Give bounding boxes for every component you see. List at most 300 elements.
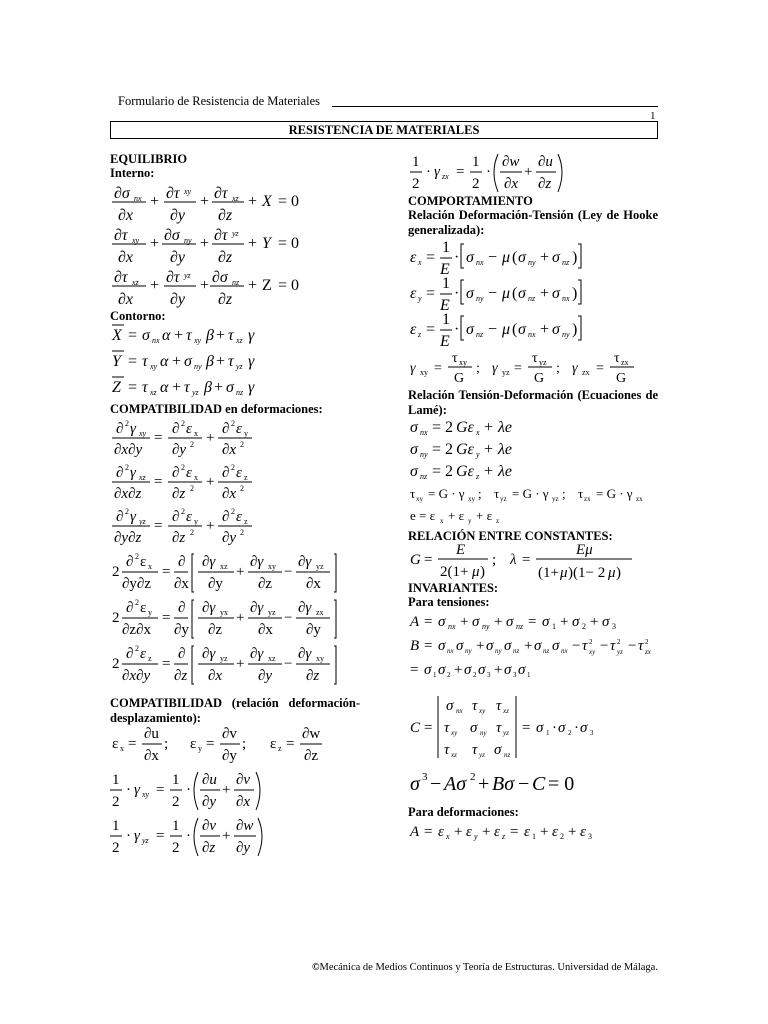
svg-text:σ: σ xyxy=(438,638,446,654)
svg-text:xz: xz xyxy=(268,654,276,663)
svg-text:·: · xyxy=(454,249,460,266)
svg-text:∂x: ∂x xyxy=(236,794,251,810)
svg-text:λe: λe xyxy=(498,463,513,480)
heading-equilibrio: EQUILIBRIO xyxy=(110,152,188,166)
svg-text:+: + xyxy=(222,828,231,844)
svg-text:= 0: = 0 xyxy=(278,277,300,294)
svg-text:σ: σ xyxy=(552,321,560,338)
svg-text:1: 1 xyxy=(112,772,120,788)
boundary-equations xyxy=(110,322,360,400)
svg-text:+: + xyxy=(524,164,533,180)
svg-text:∂: ∂ xyxy=(178,600,186,616)
svg-text:−: − xyxy=(488,249,498,266)
svg-text:ε: ε xyxy=(410,285,417,302)
svg-text:ε: ε xyxy=(494,824,500,840)
heading-invariantes: INVARIANTES: xyxy=(408,581,499,595)
svg-text:ε: ε xyxy=(552,824,558,840)
heading-para-deformaciones: Para deformaciones: xyxy=(408,805,519,819)
svg-text:zx: zx xyxy=(636,495,643,503)
svg-text:∂: ∂ xyxy=(172,421,180,437)
svg-text:z: z xyxy=(148,654,152,663)
svg-text:z: z xyxy=(476,472,480,481)
svg-text:y: y xyxy=(148,608,152,617)
svg-text:σ: σ xyxy=(466,321,474,338)
svg-text:2: 2 xyxy=(125,463,129,472)
svg-text:2: 2 xyxy=(568,729,572,737)
svg-text:β: β xyxy=(206,327,214,344)
svg-text:σ: σ xyxy=(518,249,526,266)
svg-text:= 2: = 2 xyxy=(432,441,454,458)
svg-text:3: 3 xyxy=(612,622,616,631)
svg-text:+: + xyxy=(524,638,533,654)
header-rule xyxy=(332,106,658,107)
svg-text:2: 2 xyxy=(589,638,593,646)
svg-text:Eμ: Eμ xyxy=(576,542,593,558)
svg-text:X: X xyxy=(112,327,122,344)
footer xyxy=(312,962,658,973)
svg-text:y: y xyxy=(468,517,472,525)
svg-text:ε: ε xyxy=(524,824,530,840)
svg-text:nz: nz xyxy=(516,622,524,631)
svg-text:2: 2 xyxy=(135,644,139,653)
svg-text:−: − xyxy=(628,638,637,654)
svg-text:ε: ε xyxy=(580,824,586,840)
svg-text:1: 1 xyxy=(532,832,536,841)
svg-text:γ: γ xyxy=(434,164,440,180)
svg-text:γ: γ xyxy=(410,361,416,376)
svg-text:γ: γ xyxy=(572,361,578,376)
svg-text:yz: yz xyxy=(617,648,623,656)
svg-text:σ: σ xyxy=(456,638,464,654)
svg-text:2: 2 xyxy=(645,638,649,646)
svg-text:nx: nx xyxy=(562,294,570,303)
svg-text:2: 2 xyxy=(472,176,480,192)
svg-text:∂z: ∂z xyxy=(258,576,273,592)
svg-text:=: = xyxy=(434,361,442,376)
svg-text:λe: λe xyxy=(498,419,513,436)
svg-text:nx: nx xyxy=(561,647,568,655)
svg-text:σ: σ xyxy=(472,614,480,630)
svg-text:σ: σ xyxy=(438,614,446,630)
svg-text:∂y: ∂y xyxy=(222,748,237,764)
svg-text:=: = xyxy=(286,736,295,752)
svg-text:σ: σ xyxy=(142,327,150,344)
svg-text:∂σ: ∂σ xyxy=(212,269,228,286)
svg-text:−: − xyxy=(572,638,581,654)
svg-text:∂u: ∂u xyxy=(538,154,553,170)
svg-text:1: 1 xyxy=(442,239,450,256)
svg-text:ε: ε xyxy=(270,736,277,752)
svg-text:y: y xyxy=(194,517,198,526)
svg-text:2: 2 xyxy=(231,463,235,472)
svg-text:;: ; xyxy=(556,361,560,376)
svg-text:1: 1 xyxy=(172,772,180,788)
svg-text:2: 2 xyxy=(231,507,235,516)
svg-text:∂w: ∂w xyxy=(502,154,520,170)
svg-text:∂x: ∂x xyxy=(118,291,134,308)
svg-text:z: z xyxy=(418,330,422,339)
copyright-icon: © xyxy=(312,962,320,973)
svg-text:1: 1 xyxy=(412,154,420,170)
svg-text:+: + xyxy=(590,614,599,630)
svg-text:nz: nz xyxy=(476,330,484,339)
svg-text:2: 2 xyxy=(112,610,120,626)
svg-text:∂x: ∂x xyxy=(208,668,223,684)
svg-text:ε: ε xyxy=(112,736,119,752)
svg-text:σ: σ xyxy=(518,662,526,678)
svg-text:∂z: ∂z xyxy=(174,668,188,684)
svg-text:ε: ε xyxy=(410,249,417,266)
svg-text:τ: τ xyxy=(494,486,500,501)
svg-text:+: + xyxy=(150,235,160,252)
svg-text:∂v: ∂v xyxy=(222,726,237,742)
svg-text:yz: yz xyxy=(139,517,146,526)
svg-text:∂γ: ∂γ xyxy=(298,646,312,662)
svg-text:Gε: Gε xyxy=(456,419,474,436)
svg-text:xy: xy xyxy=(194,336,202,345)
heading-constantes: RELACIÓN ENTRE CONSTANTES: xyxy=(408,529,613,543)
svg-text:∂: ∂ xyxy=(116,509,124,525)
svg-text:∂x: ∂x xyxy=(144,748,159,764)
svg-text:γ: γ xyxy=(134,828,140,844)
svg-text:+ ε: + ε xyxy=(476,508,493,523)
svg-text:1: 1 xyxy=(172,818,180,834)
svg-text:yz: yz xyxy=(236,362,243,371)
svg-text:=: = xyxy=(206,736,215,752)
svg-text:xy: xy xyxy=(139,429,147,438)
svg-text:nz: nz xyxy=(562,258,570,267)
equilibrium-equations xyxy=(108,180,368,310)
document-header: Formulario de Resistencia de Materiales xyxy=(118,94,321,108)
svg-text:γ: γ xyxy=(130,465,136,481)
svg-text:∂x: ∂x xyxy=(258,622,273,638)
svg-text:∂u: ∂u xyxy=(202,772,217,788)
svg-text:=: = xyxy=(154,474,163,490)
svg-text:e = ε: e = ε xyxy=(410,508,436,523)
svg-text:ε: ε xyxy=(186,421,192,437)
svg-text:μ: μ xyxy=(608,565,616,581)
svg-text:σ: σ xyxy=(446,698,454,714)
svg-text:2: 2 xyxy=(135,552,139,561)
svg-text:σ: σ xyxy=(506,614,514,630)
svg-text:y: y xyxy=(418,294,422,303)
svg-text:ny: ny xyxy=(495,647,502,655)
svg-text:∂: ∂ xyxy=(116,465,124,481)
svg-text:ε: ε xyxy=(466,824,472,840)
svg-text:σ: σ xyxy=(518,321,526,338)
svg-text:∂u: ∂u xyxy=(144,726,159,742)
heading-lame: Relación Tensión-Deformación (Ecuaciones de Lamé): xyxy=(408,388,658,417)
svg-text:Gε: Gε xyxy=(456,463,474,480)
svg-text:σ: σ xyxy=(464,662,472,678)
constants-equations xyxy=(406,540,658,582)
svg-text:∂γ: ∂γ xyxy=(298,554,312,570)
svg-text:z: z xyxy=(244,473,248,482)
svg-text:σ: σ xyxy=(494,742,502,758)
svg-text:τ: τ xyxy=(184,379,190,396)
svg-text:τ: τ xyxy=(444,742,450,758)
svg-text:yz: yz xyxy=(192,388,199,397)
svg-text:∂y: ∂y xyxy=(236,840,251,856)
svg-text:;: ; xyxy=(492,552,497,568)
svg-text:∂w: ∂w xyxy=(236,818,254,834)
svg-text:ε: ε xyxy=(410,321,417,338)
svg-text:λe: λe xyxy=(498,441,513,458)
svg-text:+: + xyxy=(200,235,210,252)
svg-text:∂γ: ∂γ xyxy=(202,646,216,662)
svg-text:∂x: ∂x xyxy=(118,249,134,266)
svg-text:+: + xyxy=(494,662,503,678)
svg-text:1: 1 xyxy=(442,275,450,292)
svg-text:ny: ny xyxy=(528,258,536,267)
svg-text:∂y: ∂y xyxy=(258,668,273,684)
svg-text:σ: σ xyxy=(552,249,560,266)
svg-text:2(1+: 2(1+ xyxy=(440,564,469,580)
svg-text:yz: yz xyxy=(500,495,507,503)
svg-text:+: + xyxy=(174,327,184,344)
svg-text:−: − xyxy=(430,773,442,795)
svg-text:= 0: = 0 xyxy=(278,193,300,210)
svg-text:yz: yz xyxy=(142,836,149,845)
svg-text:∂: ∂ xyxy=(172,509,180,525)
svg-text:;: ; xyxy=(164,736,169,752)
svg-text:= 0: = 0 xyxy=(548,773,575,795)
svg-text:ε: ε xyxy=(186,465,192,481)
svg-text:∂z: ∂z xyxy=(218,291,233,308)
svg-text:2: 2 xyxy=(112,656,120,672)
svg-text:z: z xyxy=(502,832,506,841)
svg-text:yz: yz xyxy=(316,562,324,571)
svg-text:∂x∂y: ∂x∂y xyxy=(114,442,143,458)
svg-text:∂γ: ∂γ xyxy=(250,600,264,616)
svg-text:σ: σ xyxy=(478,662,486,678)
svg-text:nx: nx xyxy=(447,647,454,655)
svg-text:=: = xyxy=(510,824,519,840)
svg-text:∂z: ∂z xyxy=(172,486,186,502)
svg-text:σ: σ xyxy=(486,638,494,654)
svg-text:xy: xy xyxy=(459,358,467,367)
svg-text:xy: xy xyxy=(420,368,428,377)
svg-text:): ) xyxy=(572,285,578,302)
svg-text:γ: γ xyxy=(130,421,136,437)
svg-text:z: z xyxy=(278,744,282,753)
strain-displacement-equations xyxy=(110,722,360,862)
svg-text:τ: τ xyxy=(582,638,588,654)
svg-text:+: + xyxy=(236,564,245,580)
svg-text:ny: ny xyxy=(480,729,487,737)
svg-text:B: B xyxy=(410,638,420,654)
svg-text:+: + xyxy=(248,193,258,210)
svg-text:·: · xyxy=(454,321,460,338)
svg-text:nz: nz xyxy=(528,294,536,303)
svg-text:x: x xyxy=(148,562,152,571)
svg-text:σ: σ xyxy=(466,249,474,266)
svg-text:)(1− 2: )(1− 2 xyxy=(568,565,606,581)
svg-text:τ: τ xyxy=(638,638,644,654)
svg-text:nx: nx xyxy=(420,428,428,437)
svg-text:∂z: ∂z xyxy=(202,840,216,856)
svg-text:;: ; xyxy=(476,361,480,376)
svg-text:ny: ny xyxy=(420,450,428,459)
svg-text:x: x xyxy=(120,744,124,753)
svg-text:∂γ: ∂γ xyxy=(250,554,264,570)
svg-text:nx: nx xyxy=(456,707,463,715)
svg-text:=: = xyxy=(156,782,165,798)
svg-text:σ: σ xyxy=(504,662,512,678)
lame-equations xyxy=(406,414,658,526)
svg-text:=: = xyxy=(426,285,436,302)
svg-text:∂y: ∂y xyxy=(202,794,217,810)
svg-text:xz: xz xyxy=(220,562,228,571)
heading-comportamiento: COMPORTAMIENTO xyxy=(408,194,533,208)
svg-text:2: 2 xyxy=(412,176,420,192)
svg-text:σ: σ xyxy=(410,419,418,436)
svg-text:=: = xyxy=(456,164,465,180)
svg-text:τ: τ xyxy=(496,698,502,714)
heading-contorno: Contorno: xyxy=(110,309,166,323)
svg-text:∂: ∂ xyxy=(126,646,134,662)
svg-text:=: = xyxy=(424,720,433,736)
svg-text:2: 2 xyxy=(240,528,244,537)
svg-text:): ) xyxy=(572,249,578,266)
svg-text:∂τ: ∂τ xyxy=(166,269,180,286)
svg-text:·: · xyxy=(126,828,131,844)
svg-text:): ) xyxy=(616,565,621,581)
svg-text:2: 2 xyxy=(125,419,129,428)
svg-text:=: = xyxy=(596,361,604,376)
svg-text:∂y: ∂y xyxy=(208,576,223,592)
svg-text:=: = xyxy=(522,552,531,568)
svg-text:xz: xz xyxy=(236,336,243,345)
svg-text:σ: σ xyxy=(552,285,560,302)
svg-text:σ: σ xyxy=(438,662,446,678)
svg-text:·: · xyxy=(126,782,131,798)
svg-text:σ: σ xyxy=(518,285,526,302)
svg-text:(1+: (1+ xyxy=(538,565,559,581)
svg-text:x: x xyxy=(194,429,198,438)
svg-text:Y: Y xyxy=(112,353,121,370)
svg-text:ny: ny xyxy=(184,236,192,245)
svg-text:+: + xyxy=(560,614,569,630)
svg-text:+: + xyxy=(222,782,231,798)
svg-text:+ ε: + ε xyxy=(448,508,465,523)
svg-text:xz: xz xyxy=(451,751,457,759)
svg-text:= 2: = 2 xyxy=(432,463,454,480)
svg-text:β: β xyxy=(204,379,212,396)
svg-text:1: 1 xyxy=(546,729,550,737)
svg-text:Z: Z xyxy=(262,277,272,294)
svg-text:+: + xyxy=(476,638,485,654)
svg-text:3: 3 xyxy=(487,671,491,679)
svg-text:+: + xyxy=(216,353,226,370)
svg-text:τ: τ xyxy=(532,351,538,366)
svg-text:γ: γ xyxy=(130,509,136,525)
svg-text:yz: yz xyxy=(503,729,509,737)
svg-text:−: − xyxy=(488,285,498,302)
svg-text:(: ( xyxy=(512,321,518,338)
svg-text:=: = xyxy=(410,662,419,678)
svg-text:1: 1 xyxy=(552,622,556,631)
svg-text:= G · γ: = G · γ xyxy=(596,486,633,501)
svg-text:nz: nz xyxy=(543,647,550,655)
svg-text:2: 2 xyxy=(240,440,244,449)
svg-text:+: + xyxy=(494,614,503,630)
svg-text:σ: σ xyxy=(410,773,420,795)
svg-text:(: ( xyxy=(512,249,518,266)
svg-text:∂v: ∂v xyxy=(202,818,217,834)
svg-text:2: 2 xyxy=(172,794,180,810)
hooke-law-equations xyxy=(406,238,658,386)
svg-text:−: − xyxy=(488,321,498,338)
svg-text:τ: τ xyxy=(186,327,192,344)
svg-text:yz: yz xyxy=(268,608,276,617)
svg-text:=: = xyxy=(424,552,433,568)
svg-text:zx: zx xyxy=(442,172,449,181)
svg-text:=: = xyxy=(154,430,163,446)
svg-text:α: α xyxy=(160,353,169,370)
svg-text:;: ; xyxy=(478,486,482,501)
svg-text:= G · γ: = G · γ xyxy=(428,486,465,501)
svg-text:∂y: ∂y xyxy=(170,291,186,308)
svg-text:2: 2 xyxy=(190,440,194,449)
svg-text:+: + xyxy=(200,193,210,210)
svg-text:∂τ: ∂τ xyxy=(214,185,228,202)
svg-text:=: = xyxy=(128,353,138,370)
svg-text:=: = xyxy=(514,361,522,376)
svg-text:E: E xyxy=(440,333,450,350)
svg-text:xy: xy xyxy=(132,236,140,245)
svg-text:2: 2 xyxy=(125,507,129,516)
svg-text:∂z: ∂z xyxy=(304,748,319,764)
svg-text:2: 2 xyxy=(172,840,180,856)
svg-text:ε: ε xyxy=(186,509,192,525)
svg-text:nz: nz xyxy=(504,751,511,759)
svg-text:yz: yz xyxy=(220,654,228,663)
svg-text:∂y: ∂y xyxy=(174,622,189,638)
svg-text:∂γ: ∂γ xyxy=(202,554,216,570)
svg-text:·: · xyxy=(454,285,460,302)
svg-text:y: y xyxy=(198,744,202,753)
svg-text:+: + xyxy=(482,824,491,840)
svg-text:∂z: ∂z xyxy=(218,249,233,266)
svg-text:xz: xz xyxy=(150,388,157,397)
svg-text:2: 2 xyxy=(181,419,185,428)
compatibility-strain-equations xyxy=(108,416,368,686)
svg-text:τ: τ xyxy=(142,379,148,396)
svg-text:+: + xyxy=(540,285,550,302)
svg-text:+: + xyxy=(484,419,494,436)
svg-text:xz: xz xyxy=(139,473,146,482)
svg-text:2: 2 xyxy=(617,638,621,646)
svg-text:nx: nx xyxy=(134,194,142,203)
svg-text:+: + xyxy=(568,824,577,840)
svg-text:∂y: ∂y xyxy=(306,622,321,638)
svg-text:yz: yz xyxy=(232,229,239,238)
svg-text:2: 2 xyxy=(240,484,244,493)
svg-text:∂x: ∂x xyxy=(222,486,237,502)
svg-text:nx: nx xyxy=(476,258,484,267)
svg-text:σ: σ xyxy=(572,614,580,630)
svg-text:xy: xy xyxy=(451,729,458,737)
svg-text:τ: τ xyxy=(142,353,148,370)
svg-text:+: + xyxy=(206,474,215,490)
svg-text:γ: γ xyxy=(134,782,140,798)
svg-text:+: + xyxy=(248,277,258,294)
svg-text:y: y xyxy=(476,450,480,459)
svg-text:λ: λ xyxy=(510,552,517,568)
svg-text:1: 1 xyxy=(527,671,531,679)
svg-text:nx: nx xyxy=(528,330,536,339)
